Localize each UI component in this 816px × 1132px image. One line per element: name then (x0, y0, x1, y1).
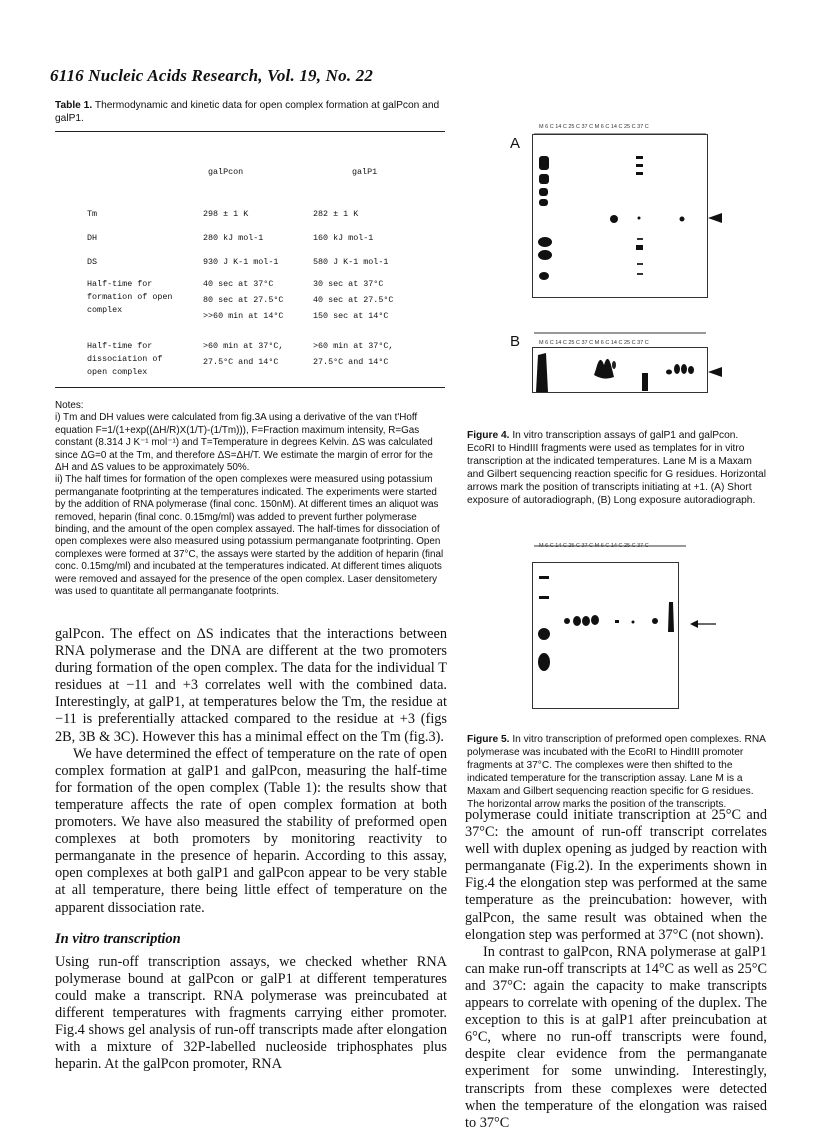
table-col-header-galpcon: galPcon (208, 167, 244, 177)
figure4-lane-labels-a: M 6 C 14 C 25 C 37 C M 6 C 14 C 25 C 37 C (539, 124, 649, 130)
table-cell: 27.5°C and 14°C (313, 357, 389, 367)
body-paragraph: We have determined the effect of temperature on the rate of open complex formation at galP1 and galPcon, measuring the half-time for formation of the open complex (Table 1): the results show that temperature affects the rate of open complex formation at both promoters. We have also measured the stability of preformed open complexes at both promoters by monitoring reactivity to permanganate in the presence of heparin. According to this assay, open complexes at both galP1 and galPcon appear to be very stable at all temperature, there being little effect of temperature on the apparent dissociation rate. (55, 745, 447, 916)
table-row-label: Tm (87, 209, 98, 219)
table-top-rule (55, 131, 445, 132)
table-row-label: Half-time for dissociation of open complex (87, 341, 163, 377)
figure4-caption (467, 429, 767, 507)
body-paragraph: Using run-off transcription assays, we checked whether RNA polymerase bound at galPcon or galP1 at different temperatures could make a transcript. RNA polymerase was preincubated at different temperatures with fragments carrying either promoter. Fig.4 shows gel analysis of run-off transcripts made after elongation with a mixture of 32P-labelled nucleoside triphosphates plus heparin. At the galPcon promoter, RNA (55, 953, 447, 1073)
figure5-arrow-icon (690, 616, 716, 634)
table-bottom-rule (55, 387, 445, 388)
figure5-caption-label: Figure 5. (467, 734, 510, 745)
figure5-caption-text: In vitro transcription of preformed open complexes. RNA polymerase was incubated with the EcoRI to HindIII promoter fragments at 37°C. The complexes were then shifted to the indicated temperature for the transcription assay. Lane M is a Maxam and Gilbert sequencing reaction specific for G residues. The horizontal arrow marks the position of the transcripts. (467, 734, 766, 810)
body-paragraph: In contrast to galPcon, RNA polymerase at galP1 can make run-off transcripts at 14°C as well as 25°C and 37°C: again the capacity to make transcripts appears to correlate with opening of the duplex. The exception to this is at galP1 after preincubation at 6°C, where no run-off transcripts were found, despite clear evidence from the permanganate experiment for some unwinding. Interestingly, transcripts from these complexes were detected when the temperature of the elongation was raised to 37°C (465, 943, 767, 1131)
figure4-arrow-a-icon (708, 210, 722, 228)
notes-item: ii) The half times for formation of the open complexes were measured using potassium permanganate footprinting at the temperatures indicated. The experiments were started by the addition of RNA polymerase (final conc. 150nM). At different times an aliquot was removed, heparin (final conc. 0.15mg/ml) was added to prevent further polymerase binding, and the amount of the open complex assayed. The half-times for dissociation of open complexes were also measured using potassium permanganate footprinting. Open complexes were formed at 37°C, the assays were started by the addition of heparin (final conc. 0.15mg/ml) and incubated at the temperatures indicated. At different times aliquots were removed and assayed for the presence of the open complex. Laser densitometery was used to quantitate all permanganate footprints. (55, 474, 444, 598)
figure4-gel-b (532, 325, 708, 393)
table-cell: 40 sec at 27.5°C (313, 295, 394, 305)
notes-title: Notes: (55, 400, 84, 411)
table-col-header-galp1: galP1 (352, 167, 378, 177)
table-cell: 282 ± 1 K (313, 209, 359, 219)
figure4-caption-text: In vitro transcription assays of galP1 and galPcon. EcoRI to HindIII fragments were used as templates for in vitro transcription at the indicated temperatures. Lane M is a Maxam and Gilbert sequencing reaction specific for G residues. Horizontal arrows mark the position of transcripts initiating at +1. (A) Short exposure of autoradiograph, (B) Long exposure autoradiograph. (467, 430, 766, 506)
figure4-arrow-b-icon (708, 364, 722, 382)
body-paragraph: polymerase could initiate transcription at 25°C and 37°C: the amount of run-off transcript correlates well with duplex opening as judged by reaction with permanganate (Fig.2). In the experiments shown in Fig.4 the elongation step was performed at the same temperature as the preincubation: however, with galPcon, the same result was obtained when the elongation step was performed at 37°C (not shown). (465, 807, 767, 943)
table-cell: 80 sec at 27.5°C (203, 295, 284, 305)
table-cell: 40 sec at 37°C (203, 279, 274, 289)
table-caption-text: Thermodynamic and kinetic data for open complex formation at galPcon and galP1. (55, 100, 440, 124)
table-cell: >>60 min at 14°C (203, 311, 284, 321)
notes-item: i) Tm and DH values were calculated from fig.3A using a derivative of the van t'Hoff equation F=1/(1+exp((ΔH/R)X(1/T)-(1/Tm))), F=Fraction maximum intensity, R=Gas constant (8.314 J K⁻¹ mol⁻¹) and T=Temperature in degrees Kelvin. ΔS was calculated since ΔG=0 at the Tm, and therefore ΔS=ΔH/T. We estimate the margin of error for the ΔH and ΔS values to be approximately 50%. (55, 412, 433, 474)
table-cell: 150 sec at 14°C (313, 311, 389, 321)
table-cell: 30 sec at 37°C (313, 279, 384, 289)
figure5-lane-labels: M 6 C 14 C 25 C 37 C M 6 C 14 C 25 C 37 C (539, 543, 649, 549)
figure4-panel-a-label: A (510, 135, 521, 152)
table-cell: >60 min at 37°C, (203, 341, 284, 351)
running-header: 6116 Nucleic Acids Research, Vol. 19, No. 22 (50, 66, 374, 85)
body-paragraph: galPcon. The effect on ΔS indicates that the interactions between RNA polymerase and the DNA are different at the two promoters during formation of the open complex. The data for the individual T residues at −11 and +3 correlates well with the combined data. Interestingly, at galP1, at temperatures below the Tm, the residue at −11 is preferentially attacked compared to the residue at +3 (figs 2B, 3B & 3C). However this has a minimal effect on the Tm (fig.3). (55, 626, 447, 745)
table-cell: 580 J K-1 mol-1 (313, 257, 389, 267)
table-row-label: Half-time for formation of open complex (87, 279, 173, 315)
table-cell: 930 J K-1 mol-1 (203, 257, 279, 267)
figure5-gel (532, 532, 688, 710)
table-cell: 280 kJ mol-1 (203, 233, 264, 243)
figure4-caption-label: Figure 4. (467, 430, 510, 441)
table-notes (55, 400, 445, 599)
table-cell: 27.5°C and 14°C (203, 357, 279, 367)
table-row-label: DH (87, 233, 98, 243)
figure4-gel-a (532, 126, 708, 298)
table-caption-label: Table 1. (55, 100, 93, 111)
table-cell: >60 min at 37°C, (313, 341, 394, 351)
figure4-panel-b-label: B (510, 333, 521, 350)
section-heading: In vitro transcription (55, 930, 181, 947)
table-cell: 298 ± 1 K (203, 209, 249, 219)
table-cell: 160 kJ mol-1 (313, 233, 374, 243)
figure5-caption (467, 733, 767, 811)
table-caption (55, 100, 455, 125)
figure4-lane-labels-b: M 6 C 14 C 25 C 37 C M 6 C 14 C 25 C 37 C (539, 340, 649, 346)
body-left-column (55, 626, 447, 1073)
body-right-column (465, 807, 767, 1132)
table-row-label: DS (87, 257, 98, 267)
